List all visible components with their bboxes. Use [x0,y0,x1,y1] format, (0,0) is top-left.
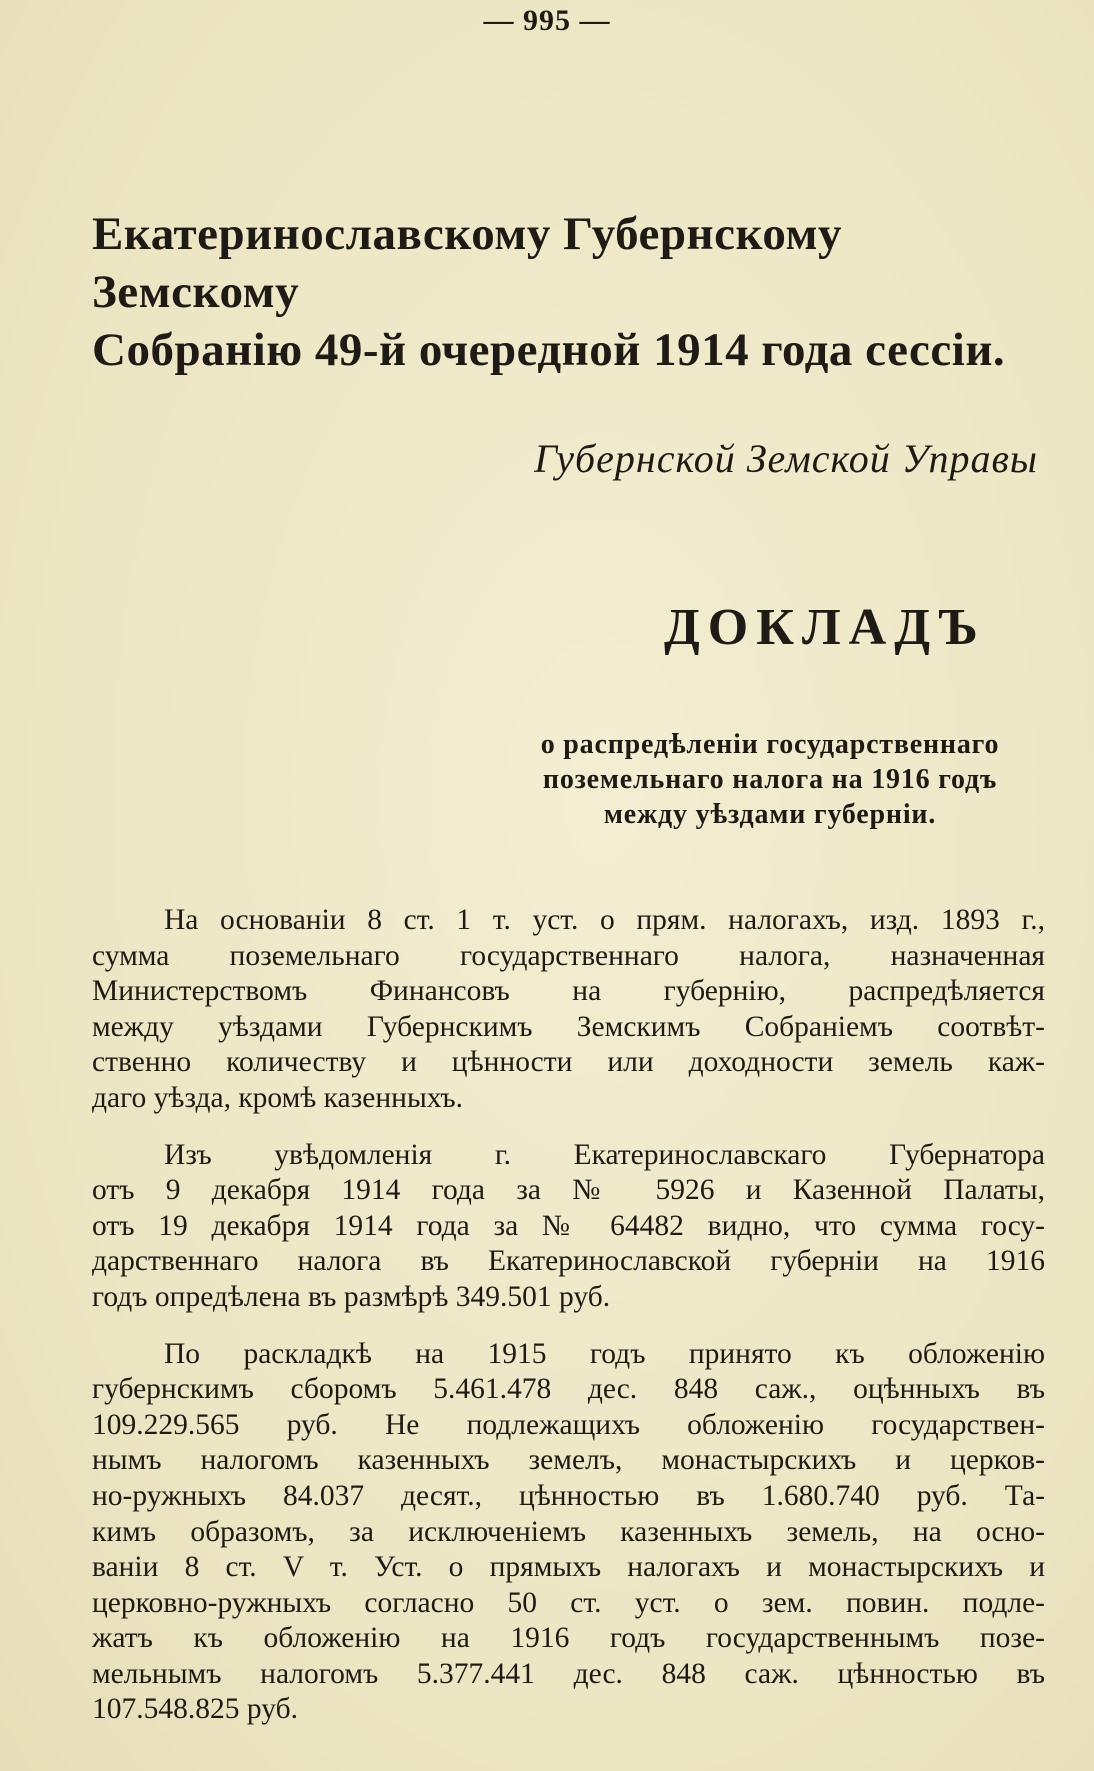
paragraph [92,903,1045,1117]
text-line: жатъ къ обложенію на 1916 годъ государственнымъ позе- [92,1622,1045,1655]
text-line: нымъ налогомъ казенныхъ земелъ, монастырскихъ и церков- [92,1444,1045,1477]
addressee-heading [92,205,1052,379]
subtitle-line: между уѣздами губерніи. [603,799,937,830]
text-line: На основаніи 8 ст. 1 т. уст. о прям. налогахъ, изд. 1893 г., [164,904,1045,936]
subtitle-line: о распредѣленіи государственнаго [540,729,1000,760]
text-line: сумма поземельнаго государственнаго налога, назначенная [92,939,1045,972]
addressee-line: Собранію 49-й очередной 1914 года сессіи. [92,324,1006,376]
text-line: Министерствомъ Финансовъ на губернію, распредѣляется [92,975,1045,1008]
text-line: отъ 19 декабря 1914 года за № 64482 видно, что сумма госу- [92,1209,1045,1242]
document-subtitle [480,727,1060,832]
text-line: мельнымъ налогомъ 5.377.441 дес. 848 саж. цѣнностью въ [92,1657,1045,1690]
addressee-line: Екатеринославскому Губернскому Земскому [92,208,843,318]
paragraph [92,1337,1045,1729]
subtitle-line: поземельнаго налога на 1916 годъ [542,764,998,795]
text-line: По раскладкѣ на 1915 годъ принято къ обложенію [164,1337,1045,1370]
text-line: даго уѣзда, кромѣ казенныхъ. [92,1081,464,1114]
text-line: Изъ увѣдомленія г. Екатеринославскаго Губернатора [164,1138,1045,1171]
issuing-authority: Губернской Земской Управы [534,436,1038,481]
document-title: ДОКЛАДЪ [664,599,986,656]
text-line: ваніи 8 ст. V т. Уст. о прямыхъ налогахъ и монастырскихъ и [92,1551,1045,1584]
text-line: кимъ образомъ, за исключеніемъ казенныхъ земель, на осно- [92,1515,1045,1548]
text-line: губернскимъ сборомъ 5.461.478 дес. 848 саж., оцѣнныхъ въ [92,1373,1045,1406]
text-line: годъ опредѣлена въ размѣрѣ 349.501 руб. [92,1280,611,1313]
paragraph [92,1138,1045,1316]
text-line: между уѣздами Губернскимъ Земскимъ Собраніемъ соотвѣт- [92,1010,1045,1043]
page-number: — 995 — [483,4,611,37]
text-line: 109.229.565 руб. Не подлежащихъ обложенію государствен- [92,1408,1045,1441]
text-line: 107.548.825 руб. [92,1693,298,1726]
document-body [92,903,1045,1749]
text-line: ственно количеству и цѣнности или доходности земель каж- [92,1046,1045,1079]
text-line: отъ 9 декабря 1914 года за № 5926 и Казенной Палаты, [92,1174,1045,1207]
text-line: церковно-ружныхъ согласно 50 ст. уст. о зем. повин. подле- [92,1586,1045,1619]
text-line: дарственнаго налога въ Екатеринославской губерніи на 1916 [92,1245,1045,1278]
text-line: но-ружныхъ 84.037 десят., цѣнностью въ 1.680.740 руб. Та- [92,1479,1045,1512]
